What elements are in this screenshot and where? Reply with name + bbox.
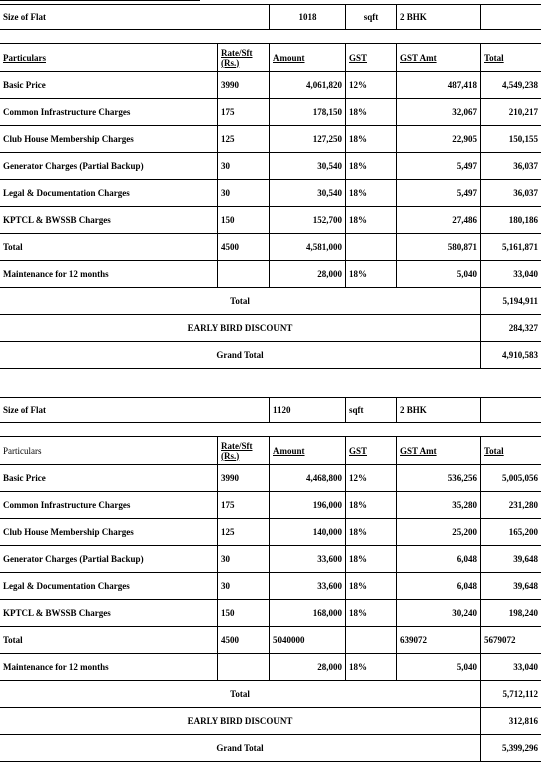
table-row <box>0 153 541 180</box>
row-rate: 3990 <box>218 72 270 99</box>
empty-cell <box>481 398 541 423</box>
row-amount: 30,540 <box>270 180 346 207</box>
row-gst-amt: 30,240 <box>397 600 481 627</box>
summary-value: 5,712,112 <box>481 681 541 708</box>
summary-grand-total-row <box>0 342 541 369</box>
row-gst: 18% <box>346 654 397 681</box>
table-row-total <box>0 234 541 261</box>
row-rate: 4500 <box>218 627 270 654</box>
row-amount: 178,150 <box>270 99 346 126</box>
row-total: 39,648 <box>481 573 541 600</box>
row-rate <box>218 261 270 288</box>
header-amount: Amount <box>270 437 346 465</box>
size-label: Size of Flat <box>0 5 270 30</box>
size-unit: sqft <box>346 5 397 30</box>
header-row <box>0 44 541 72</box>
summary-label: EARLY BIRD DISCOUNT <box>0 708 481 735</box>
table-row <box>0 207 541 234</box>
row-gst: 18% <box>346 99 397 126</box>
header-row <box>0 437 541 465</box>
header-particulars: Particulars <box>0 437 218 465</box>
row-gst-amt: 5,040 <box>397 261 481 288</box>
row-amount: 4,468,800 <box>270 465 346 492</box>
row-gst: 12% <box>346 72 397 99</box>
row-total: 180,186 <box>481 207 541 234</box>
row-gst: 18% <box>346 546 397 573</box>
row-gst-amt: 5,497 <box>397 180 481 207</box>
row-amount: 127,250 <box>270 126 346 153</box>
row-particulars: Generator Charges (Partial Backup) <box>0 546 218 573</box>
table-row <box>0 99 541 126</box>
row-amount: 28,000 <box>270 654 346 681</box>
spacer-row <box>0 30 541 44</box>
size-value: 1018 <box>270 5 346 30</box>
header-gst: GST <box>346 44 397 72</box>
row-particulars: Basic Price <box>0 465 218 492</box>
row-gst-amt: 25,200 <box>397 519 481 546</box>
row-gst-amt: 580,871 <box>397 234 481 261</box>
row-particulars: KPTCL & BWSSB Charges <box>0 207 218 234</box>
row-gst: 18% <box>346 492 397 519</box>
row-gst-amt: 6,048 <box>397 546 481 573</box>
row-rate <box>218 654 270 681</box>
summary-label: Grand Total <box>0 735 481 762</box>
row-amount: 168,000 <box>270 600 346 627</box>
row-total: 5,161,871 <box>481 234 541 261</box>
header-gst-amt: GST Amt <box>397 44 481 72</box>
row-gst: 18% <box>346 126 397 153</box>
row-rate: 125 <box>218 519 270 546</box>
row-rate: 30 <box>218 180 270 207</box>
table-row <box>0 126 541 153</box>
row-particulars: Club House Membership Charges <box>0 519 218 546</box>
table-row <box>0 72 541 99</box>
row-gst-amt: 536,256 <box>397 465 481 492</box>
row-particulars: Generator Charges (Partial Backup) <box>0 153 218 180</box>
summary-value: 312,816 <box>481 708 541 735</box>
row-amount: 5040000 <box>270 627 346 654</box>
summary-label: Total <box>0 288 481 315</box>
price-table-1018 <box>0 4 541 369</box>
spacer-cell <box>0 30 541 44</box>
row-gst <box>346 627 397 654</box>
size-type: 2 BHK <box>397 398 481 423</box>
header-gst-amt: GST Amt <box>397 437 481 465</box>
row-particulars: KPTCL & BWSSB Charges <box>0 600 218 627</box>
row-gst: 18% <box>346 180 397 207</box>
summary-total-row <box>0 288 541 315</box>
size-label: Size of Flat <box>0 398 270 423</box>
row-particulars: Club House Membership Charges <box>0 126 218 153</box>
row-amount: 28,000 <box>270 261 346 288</box>
row-particulars: Legal & Documentation Charges <box>0 180 218 207</box>
row-gst: 18% <box>346 573 397 600</box>
size-row <box>0 5 541 30</box>
row-total: 150,155 <box>481 126 541 153</box>
summary-total-row <box>0 681 541 708</box>
summary-value: 5,194,911 <box>481 288 541 315</box>
table-row-total <box>0 627 541 654</box>
spacer-cell <box>0 423 541 437</box>
table-row <box>0 261 541 288</box>
row-gst-amt: 6,048 <box>397 573 481 600</box>
summary-discount-row <box>0 708 541 735</box>
size-row <box>0 398 541 423</box>
table-row <box>0 600 541 627</box>
row-total: 4,549,238 <box>481 72 541 99</box>
summary-value: 4,910,583 <box>481 342 541 369</box>
row-gst: 18% <box>346 600 397 627</box>
summary-label: EARLY BIRD DISCOUNT <box>0 315 481 342</box>
row-particulars: Total <box>0 234 218 261</box>
row-amount: 33,600 <box>270 546 346 573</box>
row-amount: 30,540 <box>270 153 346 180</box>
row-rate: 175 <box>218 99 270 126</box>
table-row <box>0 492 541 519</box>
summary-grand-total-row <box>0 735 541 762</box>
row-total: 210,217 <box>481 99 541 126</box>
row-particulars: Maintenance for 12 months <box>0 261 218 288</box>
row-gst <box>346 234 397 261</box>
row-total: 198,240 <box>481 600 541 627</box>
row-gst: 18% <box>346 153 397 180</box>
row-gst-amt: 487,418 <box>397 72 481 99</box>
header-total: Total <box>481 437 541 465</box>
row-gst-amt: 5,040 <box>397 654 481 681</box>
row-gst-amt: 639072 <box>397 627 481 654</box>
row-rate: 150 <box>218 207 270 234</box>
size-type: 2 BHK <box>397 5 481 30</box>
row-total: 231,280 <box>481 492 541 519</box>
header-gst: GST <box>346 437 397 465</box>
header-particulars: Particulars <box>0 44 218 72</box>
row-gst: 18% <box>346 519 397 546</box>
row-total: 36,037 <box>481 153 541 180</box>
row-amount: 196,000 <box>270 492 346 519</box>
row-amount: 4,061,820 <box>270 72 346 99</box>
size-value: 1120 <box>270 398 346 423</box>
row-rate: 4500 <box>218 234 270 261</box>
header-total: Total <box>481 44 541 72</box>
row-particulars: Basic Price <box>0 72 218 99</box>
row-gst-amt: 22,905 <box>397 126 481 153</box>
empty-cell <box>481 5 541 30</box>
row-total: 165,200 <box>481 519 541 546</box>
row-rate: 175 <box>218 492 270 519</box>
summary-discount-row <box>0 315 541 342</box>
price-table-1120 <box>0 397 541 762</box>
row-amount: 4,581,000 <box>270 234 346 261</box>
size-unit: sqft <box>346 398 397 423</box>
row-rate: 150 <box>218 600 270 627</box>
row-total: 5,005,056 <box>481 465 541 492</box>
row-total: 33,040 <box>481 654 541 681</box>
header-rate: Rate/Sft (Rs.) <box>218 44 270 72</box>
row-particulars: Maintenance for 12 months <box>0 654 218 681</box>
table-row <box>0 654 541 681</box>
summary-label: Grand Total <box>0 342 481 369</box>
row-total: 39,648 <box>481 546 541 573</box>
row-rate: 3990 <box>218 465 270 492</box>
row-rate: 30 <box>218 573 270 600</box>
table-row <box>0 180 541 207</box>
row-gst: 18% <box>346 207 397 234</box>
table-row <box>0 465 541 492</box>
header-amount: Amount <box>270 44 346 72</box>
row-gst: 12% <box>346 465 397 492</box>
row-rate: 30 <box>218 546 270 573</box>
row-gst: 18% <box>346 261 397 288</box>
row-gst-amt: 35,280 <box>397 492 481 519</box>
row-gst-amt: 5,497 <box>397 153 481 180</box>
table-row <box>0 519 541 546</box>
row-amount: 152,700 <box>270 207 346 234</box>
spacer-row <box>0 423 541 437</box>
row-amount: 33,600 <box>270 573 346 600</box>
row-gst-amt: 32,067 <box>397 99 481 126</box>
summary-value: 284,327 <box>481 315 541 342</box>
row-particulars: Total <box>0 627 218 654</box>
row-total: 33,040 <box>481 261 541 288</box>
row-gst-amt: 27,486 <box>397 207 481 234</box>
table-row <box>0 573 541 600</box>
row-total: 5679072 <box>481 627 541 654</box>
row-rate: 125 <box>218 126 270 153</box>
row-rate: 30 <box>218 153 270 180</box>
row-particulars: Common Infrastructure Charges <box>0 492 218 519</box>
row-amount: 140,000 <box>270 519 346 546</box>
row-particulars: Legal & Documentation Charges <box>0 573 218 600</box>
summary-value: 5,399,296 <box>481 735 541 762</box>
table-row <box>0 546 541 573</box>
header-rate: Rate/Sft (Rs.) <box>218 437 270 465</box>
summary-label: Total <box>0 681 481 708</box>
row-particulars: Common Infrastructure Charges <box>0 99 218 126</box>
row-total: 36,037 <box>481 180 541 207</box>
